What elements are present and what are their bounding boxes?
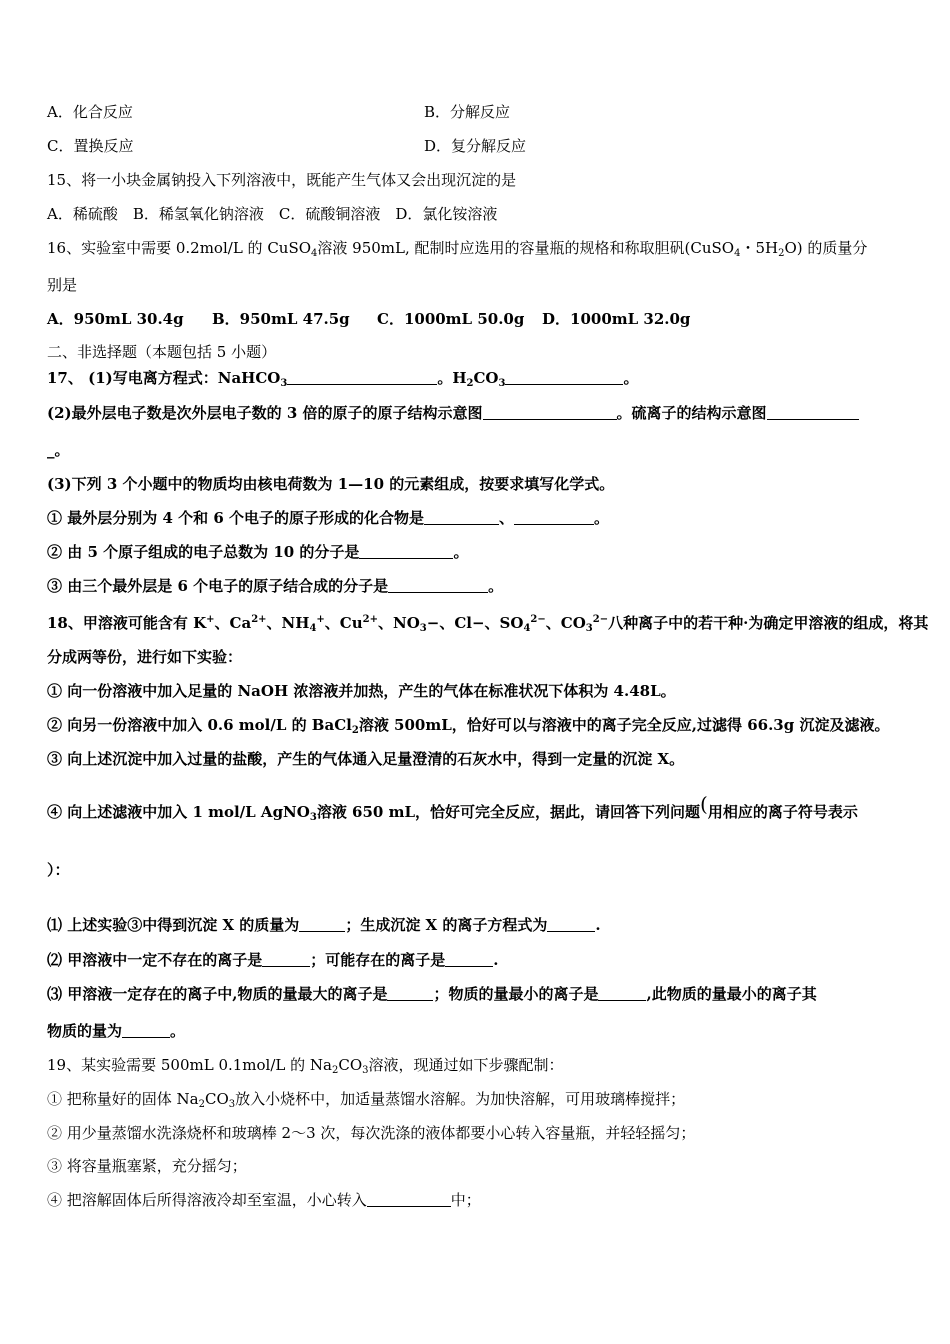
answer-blank[interactable] — [388, 577, 488, 593]
answer-blank[interactable] — [387, 985, 433, 1001]
answer-blank[interactable] — [122, 1022, 170, 1038]
answer-blank[interactable] — [424, 509, 499, 525]
q19-step1: ① 把称量好的固体 $Na_2CO_3$放入小烧杯中，加适量蒸馏水溶解。为加快溶解，可用玻璃棒搅拌； — [47, 1090, 686, 1110]
q18-sub1: ⑴ 上述实验③中得到沉淀 X 的质量为 ；生成沉淀 X 的离子方程式为 . — [47, 916, 601, 934]
q16-stem-cont: 别是 — [47, 276, 78, 294]
q15-options: A．稀硫酸 B．稀氢氧化钠溶液 C．硫酸铜溶液 D．氯化铵溶液 — [47, 205, 498, 223]
q14-options-row2 — [47, 136, 527, 156]
q18-step3: ③ 向上述沉淀中加入过量的盐酸，产生的气体通入足量澄清的石灰水中，得到一定量的沉淀 X。 — [47, 750, 685, 768]
q17-item2: ② 由 5 个原子组成的电子总数为 10 的分子是 。 — [47, 543, 469, 561]
answer-blank[interactable] — [767, 404, 859, 420]
answer-blank[interactable] — [359, 543, 453, 559]
q14-option-a: A．化合反应 — [47, 103, 133, 121]
answer-blank[interactable] — [287, 369, 437, 385]
q16-option-b: B．950mL 47.5g — [212, 310, 350, 328]
q14-option-b: B．分解反应 — [424, 103, 511, 121]
q17-item1: ① 最外层分别为 4 个和 6 个电子的原子形成的化合物是 、 。 — [47, 509, 610, 527]
answer-blank[interactable] — [483, 404, 617, 420]
q19-stem: 19、某实验需要 500mL 0.1mol/L 的 $Na_2CO_3$溶液，现通过如下步骤配制： — [47, 1056, 564, 1076]
q18-stem-cont: 分成两等份，进行如下实验： — [47, 648, 243, 666]
q18-step1: ① 向一份溶液中加入足量的 NaOH 浓溶液并加热，产生的气体在标准状况下体积为 4.48L。 — [47, 682, 676, 700]
q19-step2: ② 用少量蒸馏水洗涤烧杯和玻璃棒 2～3 次，每次洗涤的液体都要小心转入容量瓶，并轻轻摇匀； — [47, 1124, 696, 1142]
section-heading: 二、非选择题（本题包括 5 小题） — [47, 343, 277, 361]
answer-blank[interactable] — [445, 951, 493, 967]
q16-stem: 16、实验室中需要 0.2mol/L 的 CuSO$_4$溶液 950mL, 配制时应选用的容量瓶的规格和称取胆矾(CuSO$_4$・$5H_2O$) 的质量分 — [47, 239, 868, 259]
q18-step4-cont: ）： — [47, 861, 70, 879]
answer-blank[interactable] — [262, 951, 310, 967]
answer-blank[interactable] — [598, 985, 646, 1001]
q19-step4: ④ 把溶解固体后所得溶液冷却至室温，小心转入 中； — [47, 1191, 481, 1209]
q17-item3: ③ 由三个最外层是 6 个电子的原子结合成的分子是 。 — [47, 577, 504, 595]
q15-stem: 15、将一小块金属钠投入下列溶液中，既能产生气体又会出现沉淀的是 — [47, 171, 517, 189]
answer-blank[interactable] — [547, 916, 595, 932]
q18-step2: ② 向另一份溶液中加入 0.6 mol/L 的 BaCl$_2$溶液 500mL，恰好可以与溶液中的离子完全反应,过滤得 66.3g 沉淀及滤液。 — [47, 716, 890, 736]
q18-sub3-cont: 物质的量为 。 — [47, 1022, 186, 1040]
q19-step3: ③ 将容量瓶塞紧，充分摇匀； — [47, 1157, 247, 1175]
answer-blank[interactable] — [505, 369, 623, 385]
q17-part2-cont: _。 — [47, 441, 70, 459]
answer-blank[interactable] — [514, 509, 594, 525]
answer-blank[interactable] — [299, 916, 345, 932]
q18-stem: 18、甲溶液可能含有 K+、$Ca^{2+}$、$NH_4^+$、$Cu^{2+}$、$NO_3-$、Cl−、$SO_4^{2-}$、$CO_3^{2-}$八种离子中的若干种·为确定甲溶液的组成，将其 — [47, 614, 929, 634]
q18-step4: ④ 向上述滤液中加入 1 mol/L AgNO$_3$溶液 650 mL，恰好可完全反应，据此，请回答下列问题(用相应的离子符号表示 — [47, 792, 858, 823]
q16-options — [47, 309, 690, 329]
q14-options-row1 — [47, 102, 511, 122]
q16-option-c: C．1000mL 50.0g — [377, 310, 525, 328]
q14-option-c: C．置换反应 — [47, 137, 134, 155]
q18-sub3: ⑶ 甲溶液一定存在的离子中,物质的量最大的离子是 ；物质的量最小的离子是 ,此物质的量最小的离子其 — [47, 985, 817, 1003]
answer-blank[interactable] — [367, 1191, 451, 1207]
q14-option-d: D．复分解反应 — [424, 137, 527, 155]
q16-option-d: D．1000mL 32.0g — [542, 310, 691, 328]
q17-part3: (3)下列 3 个小题中的物质均由核电荷数为 1—10 的元素组成，按要求填写化学式。 — [47, 475, 615, 493]
q18-sub2: ⑵ 甲溶液中一定不存在的离子是 ；可能存在的离子是 . — [47, 951, 499, 969]
q16-option-a: A．950mL 30.4g — [47, 310, 184, 328]
q17-part2: (2)最外层电子数是次外层电子数的 3 倍的原子的原子结构示意图 。硫离子的结构示意图 — [47, 403, 859, 423]
q17-part1: 17、 (1)写电离方程式：NaHCO$_3$ 。$H_2CO_3$ 。 — [47, 369, 639, 389]
